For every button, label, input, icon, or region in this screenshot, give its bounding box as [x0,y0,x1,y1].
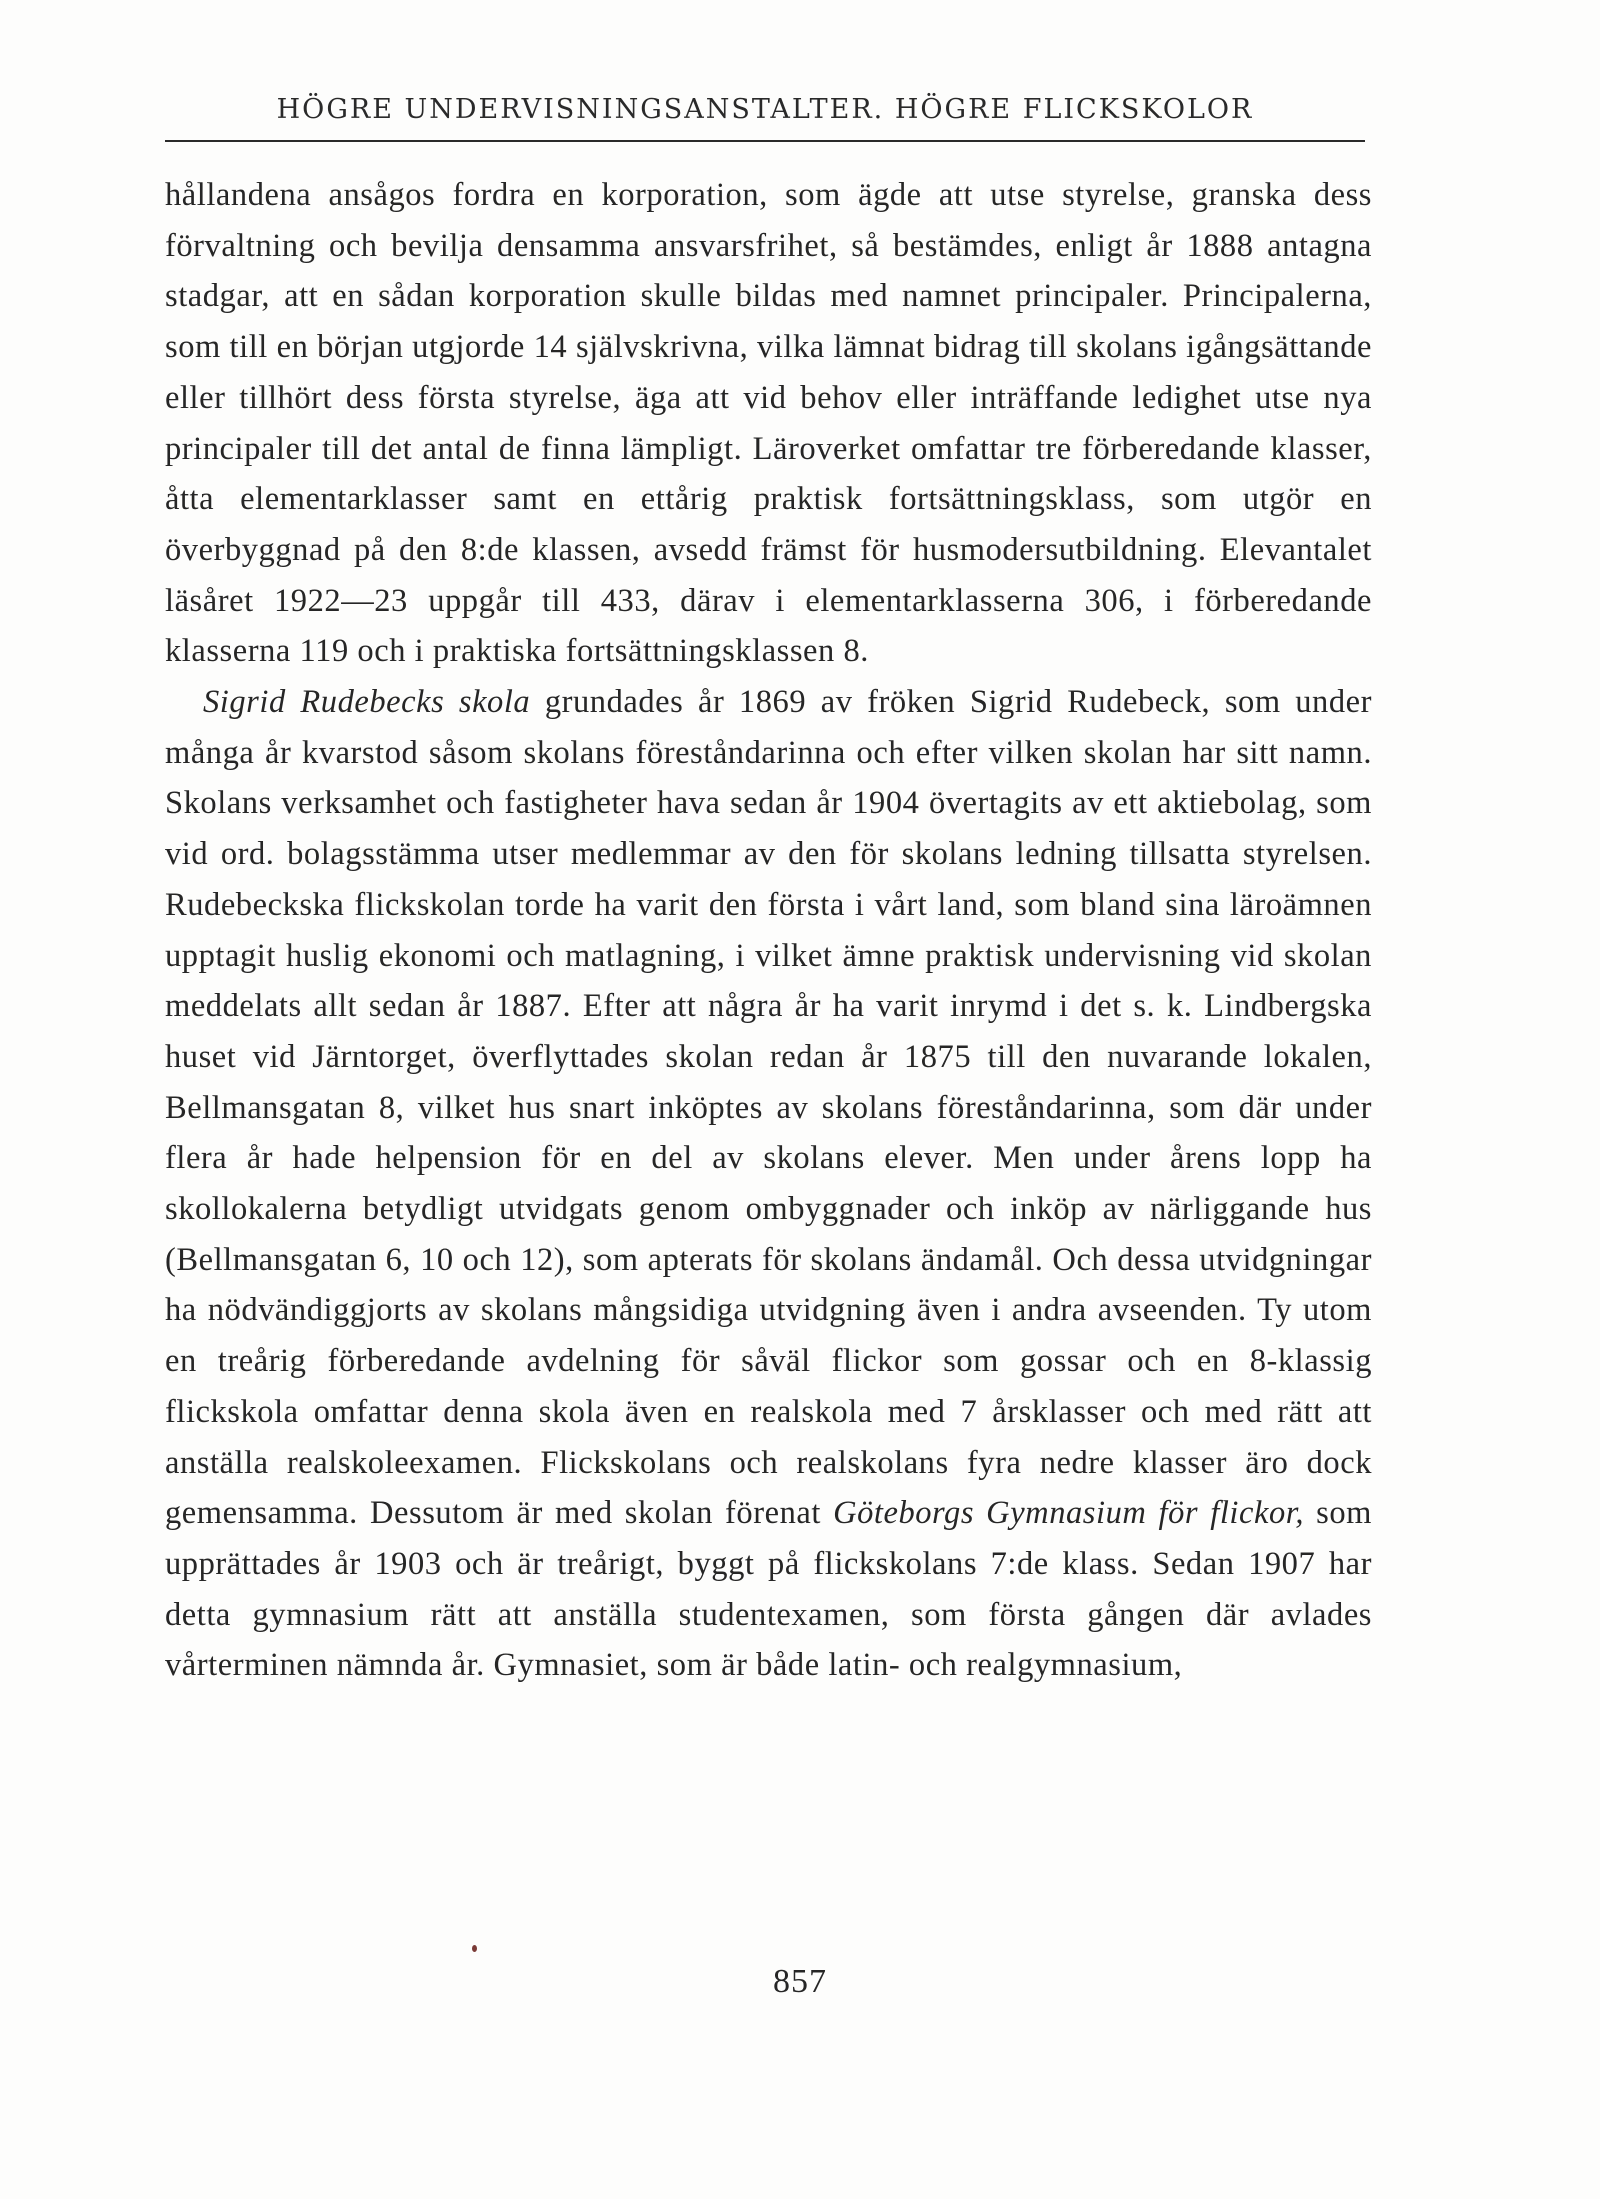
paragraph-principaler: hållandena ansågos fordra en korporation, som ägde att utse styrelse, granska dess förvaltning och bevilja densamma ansvarsfrihet, så bestämdes, enligt år 1888 antagna stadgar, att en sådan korporation skulle bildas med namnet principaler. Principalerna, som till en början utgjorde 14 självskrivna, vilka lämnat bidrag till skolans igångsättande eller tillhört dess första styrelse, äga att vid behov eller inträffande ledighet utse nya principaler till det antal de finna lämpligt. Läroverket omfattar tre förberedande klasser, åtta elementarklasser samt en ettårig praktisk fortsättningsklass, som utgör en överbyggnad på den 8:de klassen, avsedd främst för husmodersutbildning. Elevantalet läsåret 1922—23 uppgår till 433, därav i elementarklasserna 306, i förberedande klasserna 119 och i praktiska fortsättningsklassen 8. [165,177,1372,670]
paragraph-rudebecks-skola [165,677,1372,1691]
body-text [165,170,1372,1691]
page-number: 857 [773,1963,827,2000]
ink-speck [472,1945,477,1952]
paragraph-text-part2: som upprättades år 1903 och är treårigt, byggt på flickskolans 7:de klass. Sedan 1907 har detta gymnasium rätt att anställa studentexamen, som första gången där avlades vårterminen nämnda år. Gymnasiet, som är både latin- och realgymnasium, [165,1495,1372,1684]
school-name-italic: Sigrid Rudebecks skola [203,684,531,721]
paragraph-text-part1: grundades år 1869 av fröken Sigrid Rudebeck, som under många år kvarstod såsom skolans föreståndarinna och efter vilken skolan har sitt namn. Skolans verksamhet och fastigheter hava sedan år 1904 övertagits av ett aktiebolag, som vid ord. bolagsstämma utser medlemmar av den för skolans ledning tillsatta styrelsen. Rudebeckska flickskolan torde ha varit den första i vårt land, som bland sina läroämnen upptagit huslig ekonomi och matlagning, i vilket ämne praktisk undervisning vid skolan meddelats allt sedan år 1887. Efter att några år ha varit inrymd i det s. k. Lindbergska huset vid Järntorget, överflyttades skolan redan år 1875 till den nuvarande lokalen, Bellmansgatan 8, vilket hus snart inköptes av skolans föreståndarinna, som där under flera år hade helpension för en del av skolans elever. Men under årens lopp ha skollokalerna betydligt utvidgats genom ombyggnader och inköp av närliggande hus (Bellmansgatan 6, 10 och 12), som apterats för skolans ändamål. Och dessa utvidgningar ha nödvändiggjorts av skolans mångsidiga utvidgning även i andra avseenden. Ty utom en treårig förberedande avdelning för såväl flickor som gossar och en 8-klassig flickskola omfattar denna skola även en realskola med 7 årsklasser och med rätt att anställa realskoleexamen. Flickskolans och realskolans fyra nedre klasser äro dock gemensamma. Dessutom är med skolan förenat [165,684,1373,1532]
gymnasium-name-italic: Göteborgs Gymnasium för flickor, [833,1495,1305,1532]
running-head: HÖGRE UNDERVISNINGSANSTALTER. HÖGRE FLICKSKOLOR [165,88,1365,142]
